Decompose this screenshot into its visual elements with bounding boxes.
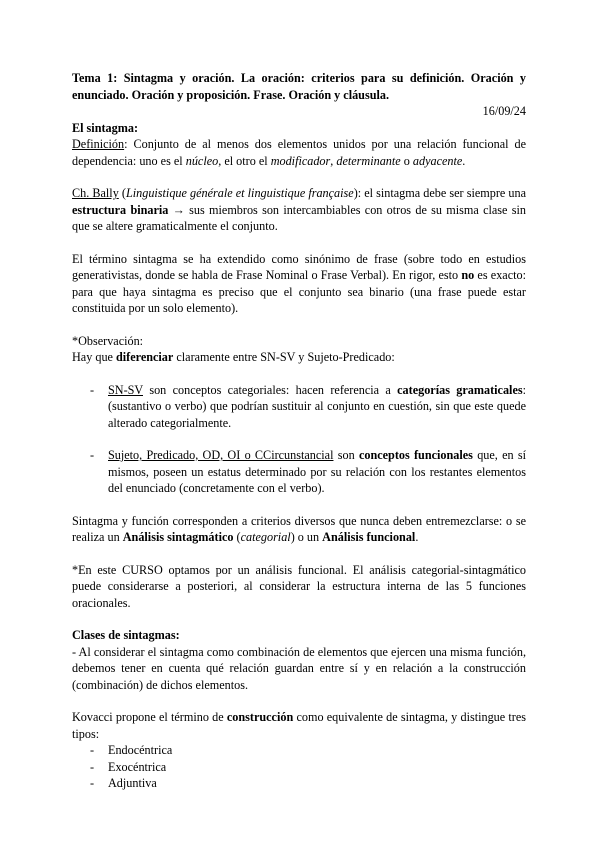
analysis-text: Sintagma y función corresponden a criterios diversos que nunca deben entremezclarse: o se realiza un (72, 513, 526, 544)
list-item-text: que, en sí mismos, poseen un estatus determinado por su relación con los restantes elementos del enunciado (concretamente con el verbo). (108, 448, 527, 495)
term-categorias-gramaticales: categorías gramaticales (397, 382, 523, 397)
author-bally: Ch. Bally (72, 186, 119, 200)
term-estructura-binaria: estructura binaria (72, 202, 169, 217)
term-sn-sv: SN-SV (108, 382, 143, 397)
document-page (72, 70, 526, 792)
list-dash: - (90, 382, 95, 397)
term-determinante: determinante (336, 153, 401, 168)
observation-label: *Observación: (72, 333, 144, 348)
term-construccion: construcción (226, 710, 294, 724)
list-dash: - (90, 759, 95, 774)
section-heading-clases: Clases de sintagmas: (72, 628, 180, 642)
list-item-text: son conceptos categoriales: hacen referencia a (143, 382, 398, 397)
emphasis-no: no (461, 268, 475, 282)
course-note-paragraph: *En este CURSO optamos por un análisis funcional. El análisis categorial-sintagmático puede considerarse a posteriori, al considerar la estructura interna de las 5 funciones oracionales. (72, 562, 526, 610)
frase-paragraph (72, 251, 526, 317)
term-nucleo: núcleo (185, 153, 219, 168)
analysis-text: ( (233, 530, 241, 544)
list-item (72, 382, 526, 432)
term-analisis-sintagmatico: Análisis sintagmático (122, 530, 234, 544)
construction-types-list (72, 742, 526, 792)
term-conceptos-funcionales: conceptos funcionales (358, 448, 473, 462)
definition-text: : Conjunto de al menos dos elementos unidos por una relación funcional de dependencia: uno es el (72, 137, 526, 168)
bally-text: ( (118, 186, 126, 200)
clases-paragraph: - Al considerar el sintagma como combinación de elementos que ejercen una misma función, debemos tener en cuenta qué relación guardan entre sí y en relación a la construcción (combinación) de dichos elementos. (72, 644, 526, 692)
list-dash: - (90, 448, 95, 462)
frase-text: es exacto: para que haya sintagma es preciso que el conjunto sea binario (una frase puede estar constituida por un solo elemento). (72, 268, 526, 315)
term-diferenciar: diferenciar (116, 350, 174, 364)
bally-text: ): el sintagma debe ser siempre una (353, 186, 526, 200)
book-title: Linguistique générale et linguistique française (125, 186, 354, 200)
bally-text: → sus miembros son intercambiables con otros de su misma clase sin que se altere gramaticalmente el conjunto. (72, 202, 526, 233)
term-modificador: modificador (270, 153, 331, 168)
kovacci-text: como equivalente de sintagma, y distingue tres tipos: (72, 710, 526, 741)
type-exocentrica: Exocéntrica (108, 759, 167, 774)
definition-text: , (330, 153, 337, 168)
list-item (72, 447, 526, 497)
frase-text: El término sintagma se ha extendido como sinónimo de frase (sobre todo en estudios generativistas, donde se habla de Frase Nominal o Frase Verbal). En rigor, esto (72, 251, 526, 282)
document-title: Tema 1: Sintagma y oración. La oración: criterios para su definición. Oración y enunciado. Oración y proposición. Frase. Oración y cláusula. (72, 71, 526, 102)
observation-paragraph (72, 349, 526, 366)
term-adyacente: adyacente (412, 153, 463, 168)
term-analisis-funcional: Análisis funcional (322, 530, 416, 544)
concepts-list (72, 382, 526, 497)
analysis-text: . (415, 530, 419, 544)
analysis-text: ) o un (290, 530, 323, 544)
definition-text: . (462, 153, 466, 168)
list-dash: - (90, 776, 95, 790)
list-item (72, 759, 526, 776)
definition-text: o (400, 153, 413, 168)
term-categorial: categorial (240, 530, 291, 544)
observation-text: claramente entre SN-SV y Sujeto-Predicado: (173, 350, 395, 364)
list-dash: - (90, 743, 95, 757)
type-adjuntiva: Adjuntiva (108, 776, 157, 790)
analysis-paragraph (72, 513, 526, 546)
kovacci-paragraph (72, 709, 526, 742)
list-item (72, 742, 526, 759)
list-item-text: son (333, 448, 359, 462)
observation-text: Hay que (72, 350, 116, 364)
kovacci-text: Kovacci propone el término de (72, 710, 227, 724)
document-date: 16/09/24 (482, 104, 526, 118)
definition-paragraph (72, 136, 526, 169)
list-item-text: : (sustantivo o verbo) que podrían sustituir al conjunto en cuestión, sin que este quede alterado categorialmente. (108, 382, 526, 430)
definition-label: Definición (72, 137, 125, 151)
list-item (72, 775, 526, 792)
term-funciones: Sujeto, Predicado, OD, OI o CCircunstancial (108, 448, 334, 462)
definition-text: , el otro el (218, 153, 271, 168)
section-heading-sintagma: El sintagma: (72, 120, 139, 135)
bally-paragraph (72, 185, 526, 235)
type-endocentrica: Endocéntrica (108, 743, 173, 757)
